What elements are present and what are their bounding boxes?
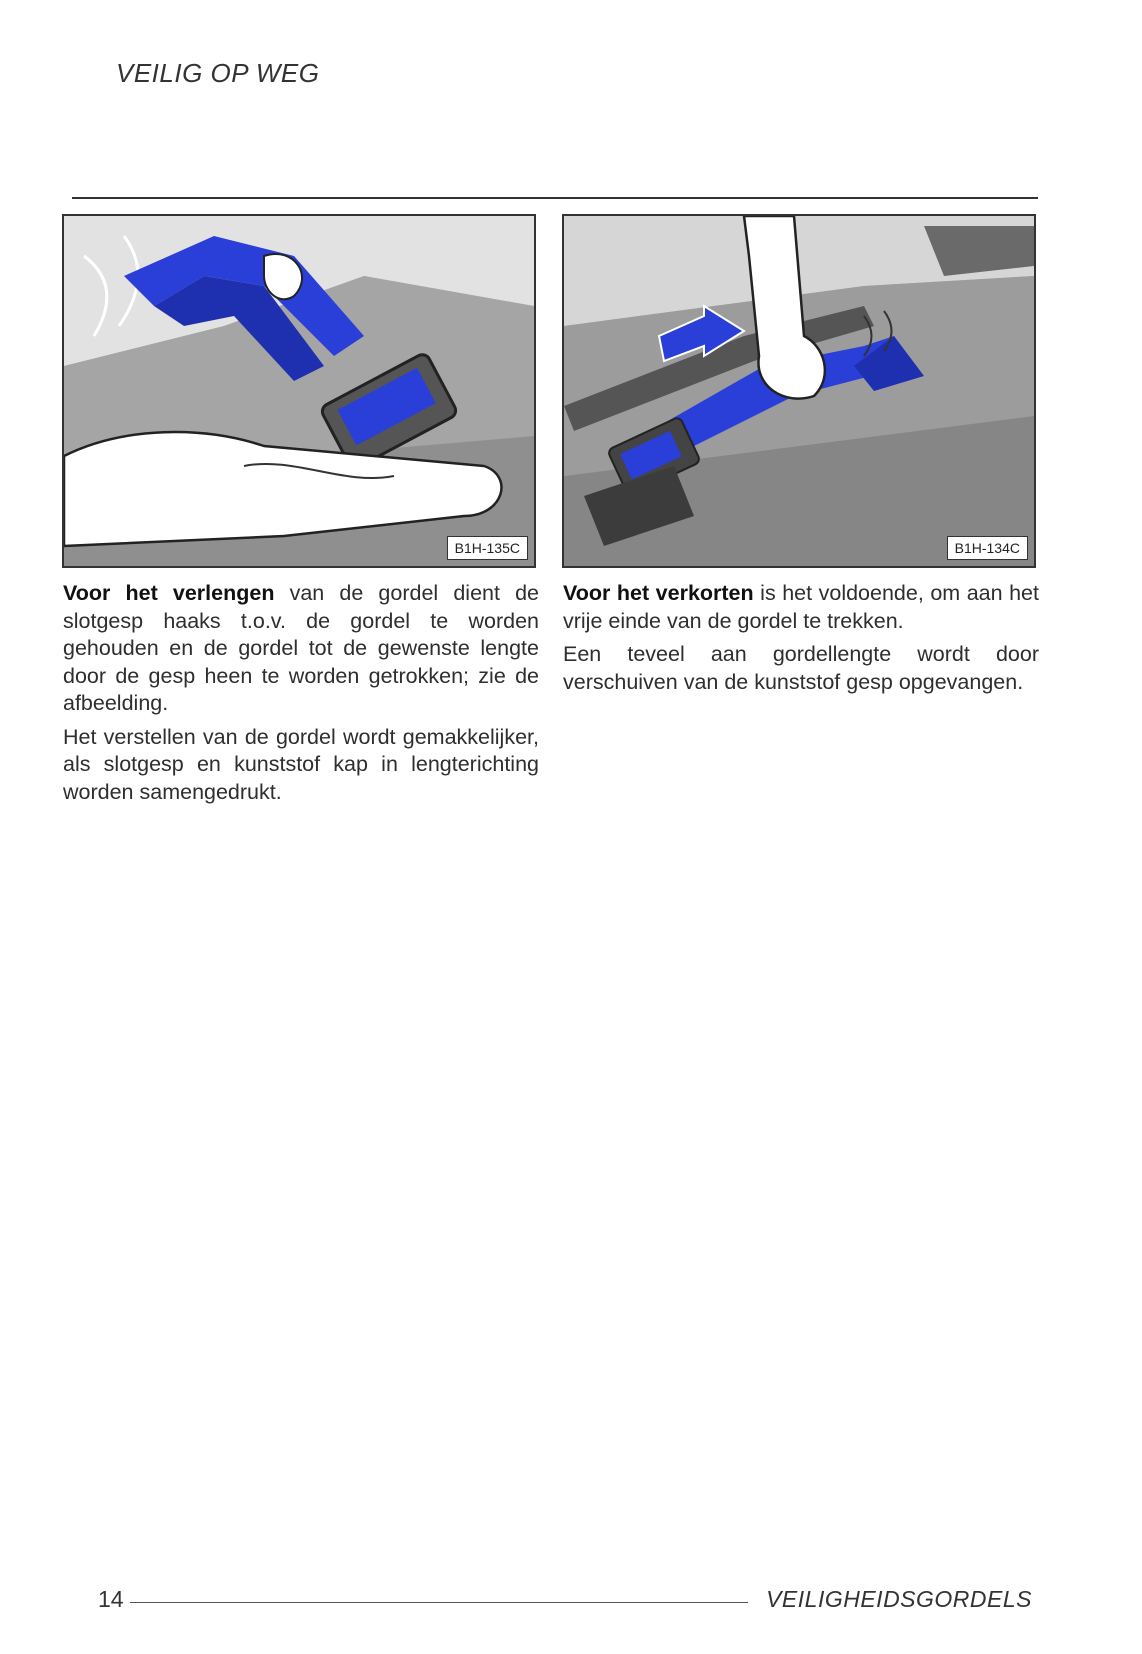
paragraph: Het verstellen van de gordel wordt gemakkelijker, als slotgesp en kunststof kap in lengterichting worden samengedrukt.	[63, 724, 539, 804]
paragraph-lead: Voor het verkorten	[563, 581, 754, 605]
figure-shorten-belt	[562, 214, 1036, 568]
text-column-right	[563, 580, 1039, 702]
figure-code-label: B1H-135C	[447, 536, 528, 560]
hand-holding-buckle-illustration	[64, 216, 534, 566]
section-title: VEILIGHEIDSGORDELS	[766, 1586, 1032, 1612]
paragraph-text: is het voldoende, om aan het vrije einde van de gordel te trekken.	[563, 581, 1039, 633]
paragraph-text: van de gordel dient de slotgesp haaks t.o.v. de gordel te worden gehouden en de gordel tot de gewenste lengte door de gesp heen te worden getrokken; zie de afbeelding.	[63, 581, 539, 715]
paragraph	[563, 580, 1039, 635]
header-rule	[72, 197, 1038, 199]
figure-code-label: B1H-134C	[947, 536, 1028, 560]
page-number: 14	[98, 1586, 124, 1612]
running-header: VEILIG OP WEG	[116, 58, 320, 88]
hand-pulling-belt-illustration	[564, 216, 1034, 566]
figure-lengthen-belt	[62, 214, 536, 568]
paragraph: Een teveel aan gordellengte wordt door verschuiven van de kunststof gesp opgevangen.	[563, 642, 1039, 694]
paragraph	[63, 580, 539, 718]
text-column-left	[63, 580, 539, 812]
footer-rule	[130, 1602, 748, 1603]
paragraph-lead: Voor het verlengen	[63, 581, 275, 605]
